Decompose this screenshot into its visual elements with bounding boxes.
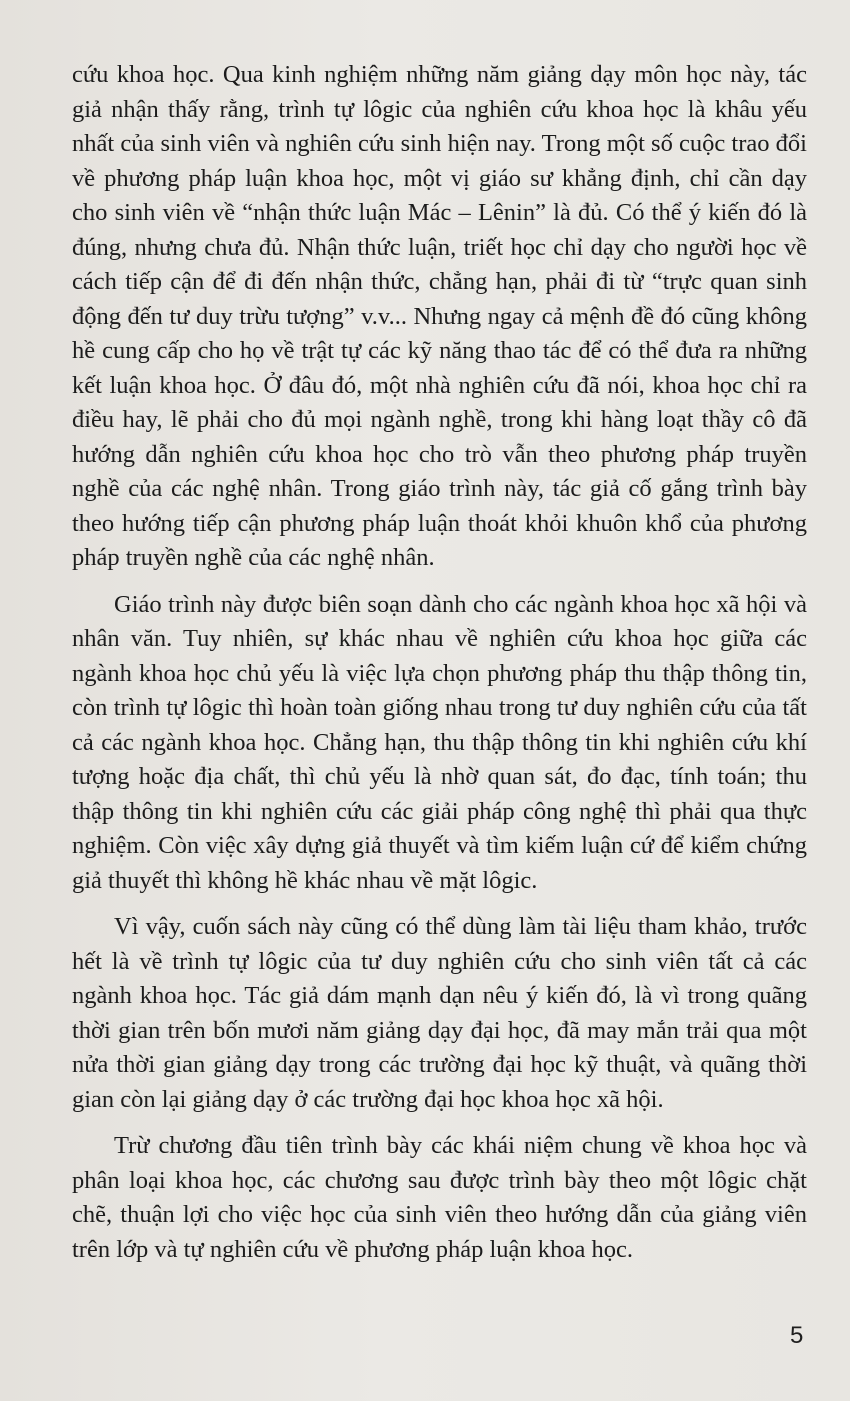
paragraph-4: Trừ chương đầu tiên trình bày các khái niệm chung về khoa học và phân loại khoa học, các chương sau được trình bày theo một lôgic chặt chẽ, thuận lợi cho việc học của sinh viên theo hướng dẫn của giảng viên trên lớp và tự nghiên cứu về phương pháp luận khoa học. (72, 1132, 807, 1263)
paragraph-1: cứu khoa học. Qua kinh nghiệm những năm giảng dạy môn học này, tác giả nhận thấy rằng, trình tự lôgic của nghiên cứu khoa học là khâu yếu nhất của sinh viên và nghiên cứu sinh hiện nay. Trong một số cuộc trao đổi về phương pháp luận khoa học, một vị giáo sư khẳng định, chỉ cần dạy cho sinh viên về “nhận thức luận Mác – Lênin” là đủ. Có thể ý kiến đó là đúng, nhưng chưa đủ. Nhận thức luận, triết học chỉ dạy cho người học về cách tiếp cận để đi đến nhận thức, chẳng hạn, phải đi từ “trực quan sinh động đến tư duy trừu tượng” v.v... Nhưng ngay cả mệnh đề đó cũng không hề cung cấp cho họ về trật tự các kỹ năng thao tác để có thể đưa ra những kết luận khoa học. Ở đâu đó, một nhà nghiên cứu đã nói, khoa học chỉ ra điều hay, lẽ phải cho đủ mọi ngành nghề, trong khi hàng loạt thầy cô đã hướng dẫn nghiên cứu khoa học cho trò vẫn theo phương pháp truyền nghề của các nghệ nhân. Trong giáo trình này, tác giả cố gắng trình bày theo hướng tiếp cận phương pháp luận thoát khỏi khuôn khổ của phương pháp truyền nghề của các nghệ nhân. (72, 61, 807, 571)
page-number: 5 (790, 1322, 804, 1349)
paragraph-2: Giáo trình này được biên soạn dành cho các ngành khoa học xã hội và nhân văn. Tuy nhiên, sự khác nhau về nghiên cứu khoa học giữa các ngành khoa học chủ yếu là việc lựa chọn phương pháp thu thập thông tin, còn trình tự lôgic thì hoàn toàn giống nhau trong tư duy nghiên cứu của tất cả các ngành khoa học. Chẳng hạn, thu thập thông tin khi nghiên cứu khí tượng hoặc địa chất, thì chủ yếu là nhờ quan sát, đo đạc, tính toán; thu thập thông tin khi nghiên cứu các giải pháp công nghệ thì phải qua thực nghiệm. Còn việc xây dựng giả thuyết và tìm kiếm luận cứ để kiểm chứng giả thuyết thì không hề khác nhau về mặt lôgic. (72, 590, 807, 894)
body-text (72, 58, 807, 1267)
paragraph-3: Vì vậy, cuốn sách này cũng có thể dùng làm tài liệu tham khảo, trước hết là về trình tự lôgic của tư duy nghiên cứu cho sinh viên tất cả các ngành khoa học. Tác giả dám mạnh dạn nêu ý kiến đó, là vì trong quãng thời gian trên bốn mươi năm giảng dạy đại học, đã may mắn trải qua một nửa thời gian giảng dạy trong các trường đại học kỹ thuật, và quãng thời gian còn lại giảng dạy ở các trường đại học khoa học xã hội. (72, 913, 807, 1113)
